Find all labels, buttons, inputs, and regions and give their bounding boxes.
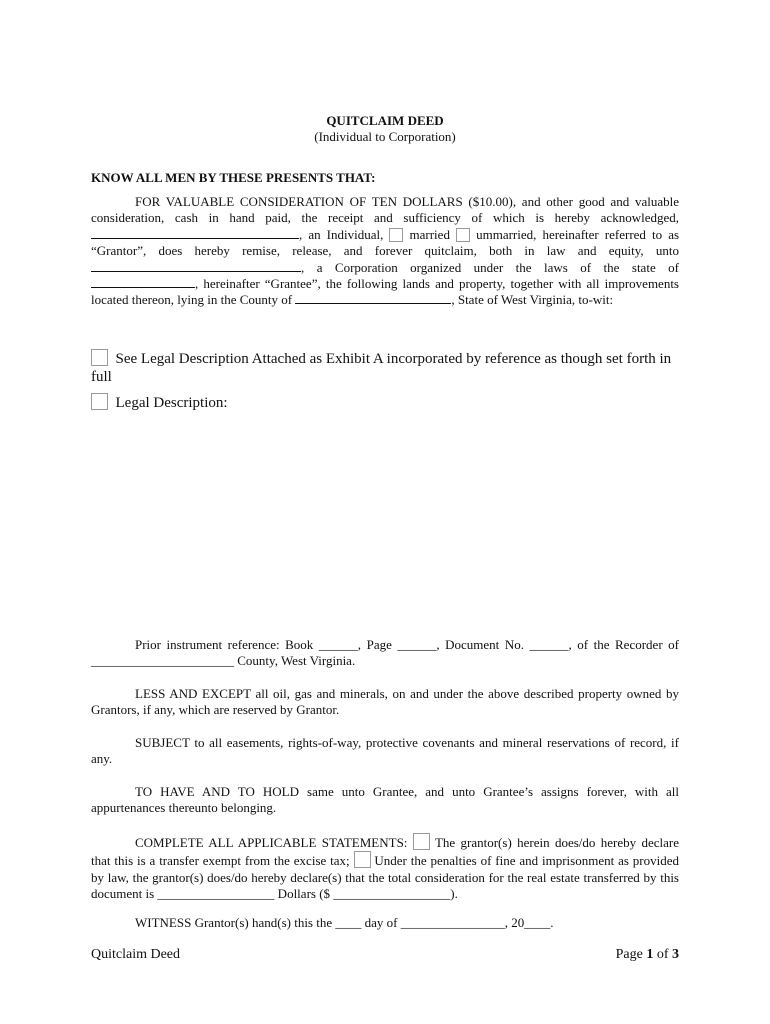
footer-title: Quitclaim Deed xyxy=(91,947,181,962)
grantor-name-blank[interactable] xyxy=(91,227,299,239)
individual-text: , an Individual, xyxy=(299,226,384,242)
county-blank[interactable] xyxy=(295,292,451,304)
legal-description-option xyxy=(91,393,679,412)
penalty-text: Under the penalties of fine and imprisonment as provided by law, the grantor(s) does/do hereby declare(s) that the total consideration for the real estate transferred by this document is __________________ Dollars ($ __________________). xyxy=(91,853,679,902)
statements-lead: COMPLETE ALL APPLICABLE STATEMENTS: xyxy=(135,835,408,850)
consideration-checkbox[interactable] xyxy=(354,851,371,868)
state-blank[interactable] xyxy=(91,276,195,288)
exhibit-checkbox[interactable] xyxy=(91,349,108,366)
prior-instrument-text: Prior instrument reference: Book ______, Page ______, Document No. ______, of the Recorder of xyxy=(135,637,679,652)
corporation-text: , a Corporation organized under the laws of the state of xyxy=(301,259,679,275)
married-label: married xyxy=(409,226,450,242)
document-title: QUITCLAIM DEED xyxy=(326,113,444,128)
unmarried-checkbox[interactable] xyxy=(456,228,470,242)
exempt-checkbox[interactable] xyxy=(413,833,430,850)
page-of: of xyxy=(653,947,672,962)
document-subtitle: (Individual to Corporation) xyxy=(314,129,456,144)
grantor-text: “Grantor”, does hereby remise, release, and forever quitclaim, both in law and equity, unto xyxy=(91,243,679,259)
unmarried-label: ummarried, hereinafter referred to as xyxy=(476,226,680,242)
less-except-paragraph: LESS AND EXCEPT all oil, gas and minerals, on and under the above described property owned by Grantors, if any, which are reserved by Grantor. xyxy=(91,686,679,718)
state-text: , State of West Virginia, to-wit: xyxy=(451,292,614,308)
current-page: 1 xyxy=(646,947,654,962)
legal-description-checkbox[interactable] xyxy=(91,393,108,410)
page-prefix: Page xyxy=(615,947,647,962)
consideration-text: FOR VALUABLE CONSIDERATION OF TEN DOLLARS ($10.00), and other good and valuable consideration, cash in hand paid, the receipt and sufficiency of which is hereby acknowledged, xyxy=(91,194,679,226)
grantee-text: , hereinafter “Grantee”, the following lands and property, together with all improvements located thereon, lying in the County of xyxy=(91,276,679,308)
know-all-heading: KNOW ALL MEN BY THESE PRESENTS THAT: xyxy=(91,170,376,185)
page-number xyxy=(616,947,679,963)
exhibit-option xyxy=(91,349,679,386)
total-pages: 3 xyxy=(672,947,679,962)
exhibit-label: See Legal Description Attached as Exhibit A incorporated by reference as though set forth in full xyxy=(91,351,672,385)
married-checkbox[interactable] xyxy=(389,228,403,242)
prior-instrument-county: ______________________ County, West Virginia. xyxy=(91,653,356,669)
legal-description-label: Legal Description: xyxy=(115,395,228,411)
habendum-paragraph: TO HAVE AND TO HOLD same unto Grantee, and unto Grantee’s assigns forever, with all appurtenances thereunto belonging. xyxy=(91,784,679,816)
prior-instrument-paragraph xyxy=(91,637,679,670)
statements-paragraph xyxy=(91,833,679,903)
document-page xyxy=(91,0,679,1024)
subject-paragraph: SUBJECT to all easements, rights-of-way, protective covenants and mineral reservations of record, if any. xyxy=(91,735,679,767)
conveyance-paragraph xyxy=(91,194,679,309)
witness-line: WITNESS Grantor(s) hand(s) this the ____ day of ________________, 20____. xyxy=(135,915,554,930)
grantee-name-blank[interactable] xyxy=(91,260,301,272)
exempt-text: The grantor(s) herein does/do hereby declare that this is a transfer exempt from the excise tax; xyxy=(91,835,680,869)
